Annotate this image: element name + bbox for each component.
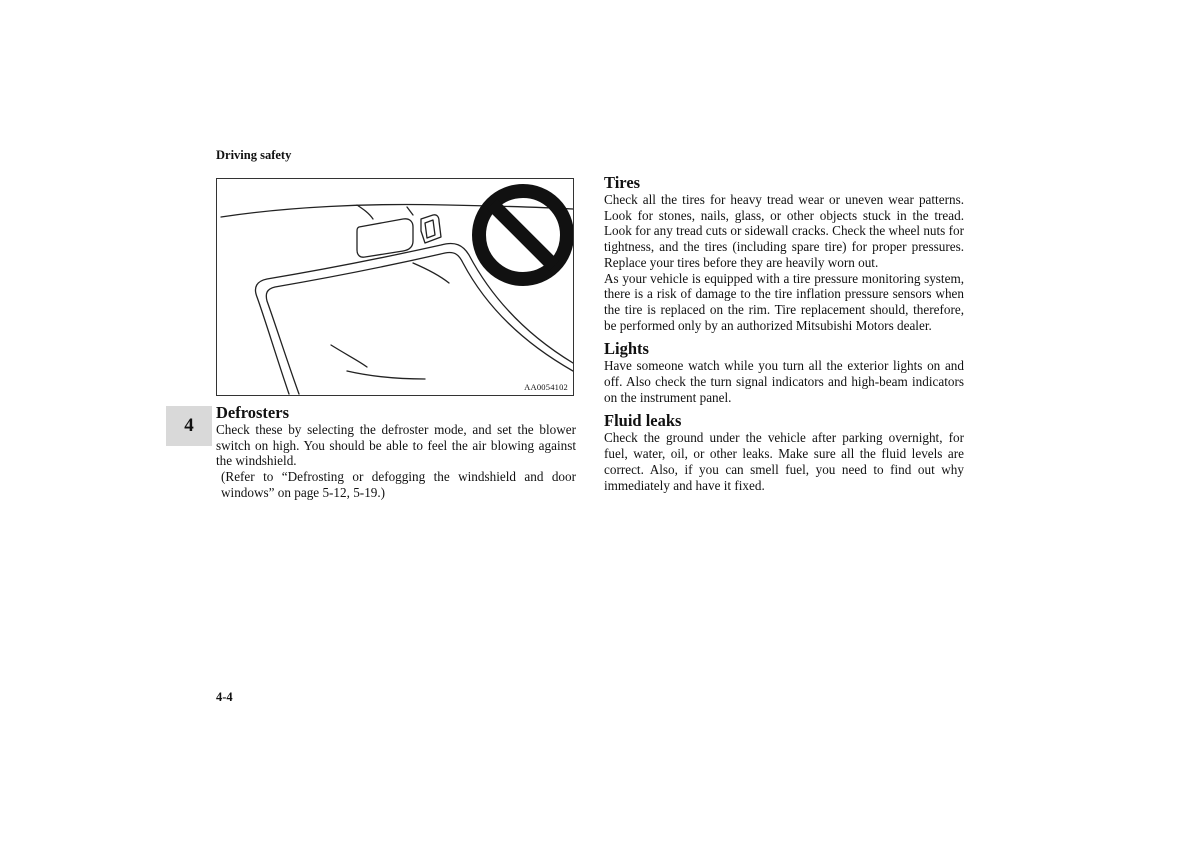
figure-id: AA0054102: [524, 382, 568, 392]
lights-body: Have someone watch while you turn all the exterior lights on and off. Also check the turn signal indicators and high-beam indicators on the instrument panel.: [604, 358, 964, 405]
section-label: Driving safety: [216, 148, 292, 162]
left-column: [216, 403, 576, 501]
chapter-tab: [166, 406, 212, 446]
tires-paragraph-1: Check all the tires for heavy tread wear or uneven wear patterns. Look for stones, nails, glass, or other objects stuck in the tread. Look for any tread cuts or sidewall cracks. Check the wheel nuts for tightness, and the tires (including spare tire) for proper pressures. Replace your tires before they are heavily worn out.: [604, 192, 964, 270]
fluid-leaks-body: Check the ground under the vehicle after parking overnight, for fuel, water, oil, or other leaks. Make sure all the fluid levels are correct. Also, if you can smell fuel, you need to find out why immediately and have it fixed.: [604, 430, 964, 493]
windshield-illustration: [217, 179, 574, 396]
defrosters-reference: (Refer to “Defrosting or defogging the windshield and door windows” on page 5-12, 5-19.): [221, 469, 576, 500]
chapter-number: 4: [184, 415, 194, 436]
figure: [216, 178, 574, 396]
fluid-leaks-heading: Fluid leaks: [604, 411, 682, 431]
defrosters-heading: Defrosters: [216, 403, 289, 422]
lights-heading: Lights: [604, 339, 649, 359]
prohibition-icon: [479, 191, 567, 279]
right-column: [604, 173, 964, 493]
tires-paragraph-2: As your vehicle is equipped with a tire pressure monitoring system, there is a risk of damage to the tire inflation pressure sensors when the tire is replaced on the rim. Tire replacement should, therefore, be performed only by an authorized Mitsubishi Motors dealer.: [604, 270, 964, 333]
page-number: 4-4: [216, 690, 233, 704]
defrosters-body: Check these by selecting the defroster mode, and set the blower switch on high. You should be able to feel the air blowing against the windshield.: [216, 422, 576, 469]
tires-heading: Tires: [604, 173, 641, 192]
